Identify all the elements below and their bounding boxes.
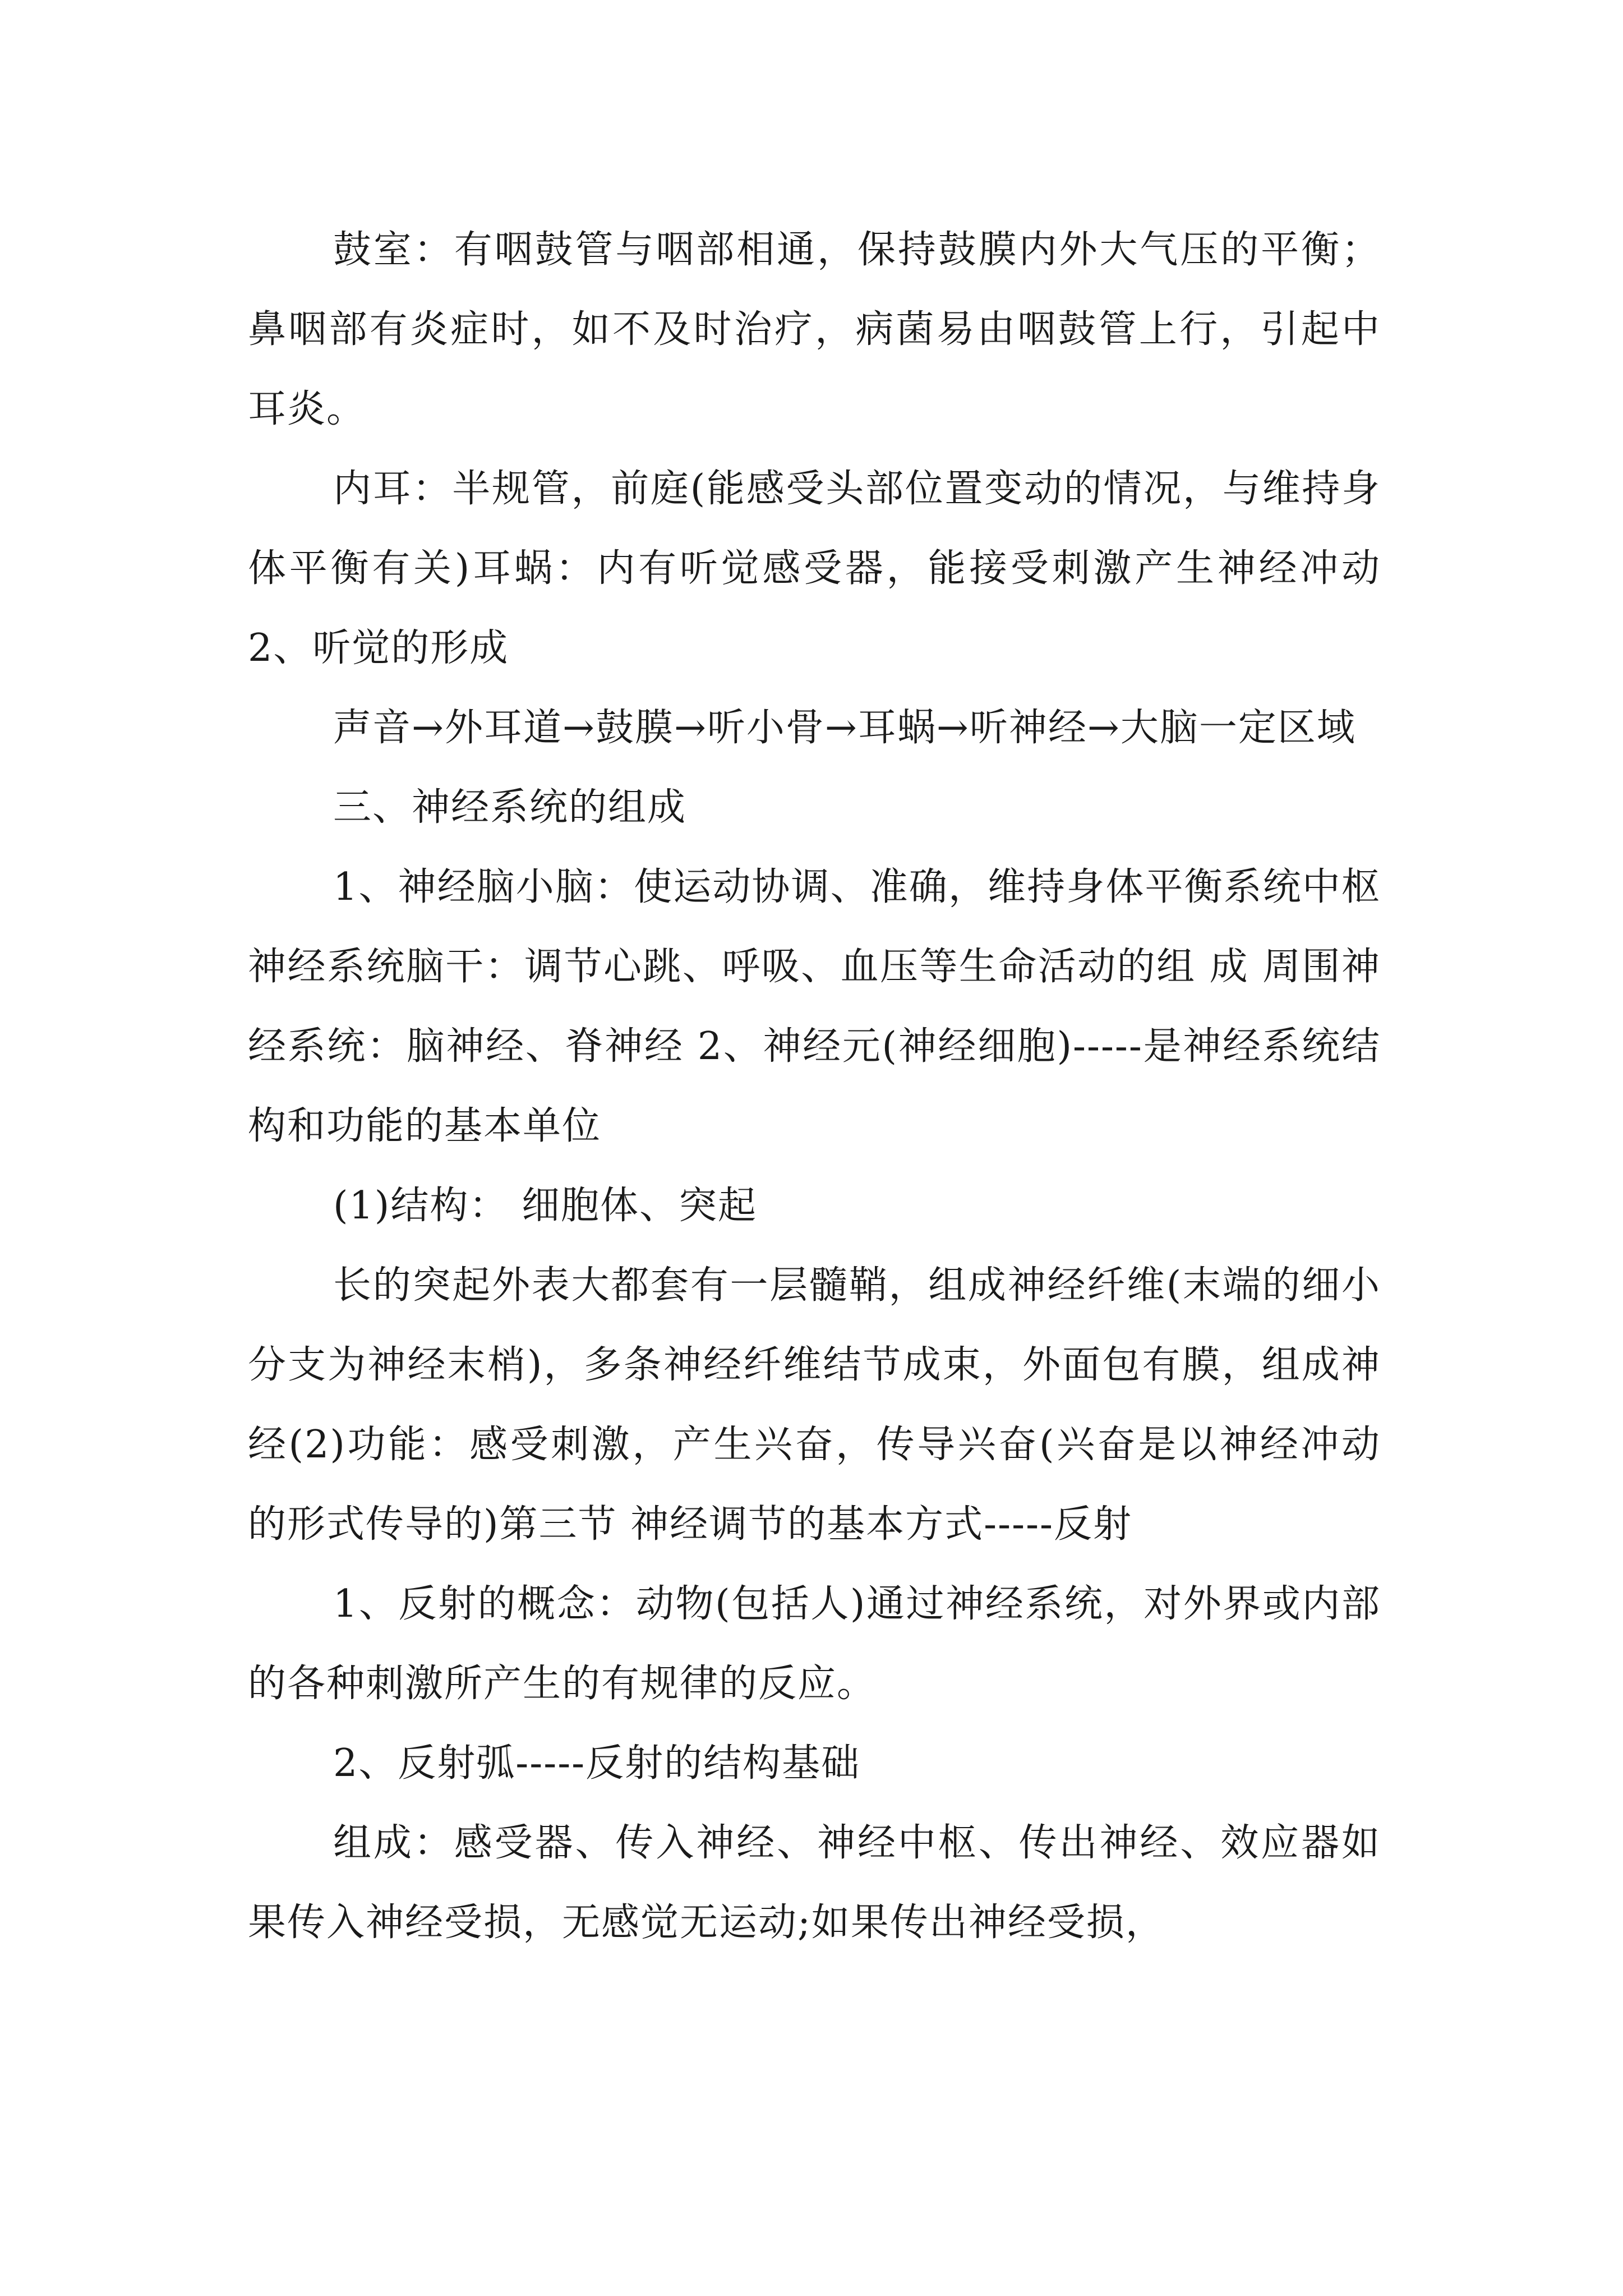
- paragraph-neuron-structure: (1)结构： 细胞体、突起: [333, 1184, 757, 1228]
- document-body: [248, 210, 1381, 1963]
- paragraph-reflex-arc: 2、反射弧-----反射的结构基础: [333, 1741, 861, 1786]
- paragraph-inner-ear: 内耳：半规管，前庭(能感受头部位置变动的情况，与维持身体平衡有关)耳蜗：内有听觉感受器，能接受刺激产生神经冲动 2、听觉的形成: [248, 467, 1381, 670]
- paragraph-nerve-fiber: 长的突起外表大都套有一层髓鞘，组成神经纤维(末端的细小分支为神经末梢)，多条神经纤维结节成束，外面包有膜，组成神经(2)功能：感受刺激，产生兴奋，传导兴奋(兴奋是以神经冲动的形式传导的)第三节 神经调节的基本方式-----反射: [248, 1263, 1381, 1547]
- paragraph-reflex-arc-composition: 组成：感受器、传入神经、神经中枢、传出神经、效应器如果传入神经受损，无感觉无运动;如果传出神经受损，: [248, 1821, 1381, 1945]
- paragraph-nervous-system-composition: 1、神经脑小脑：使运动协调、准确，维持身体平衡系统中枢神经系统脑干：调节心跳、呼吸、血压等生命活动的组 成 周围神经系统：脑神经、脊神经 2、神经元(神经细胞)-----是神经系统结构和功能的基本单位: [248, 865, 1381, 1148]
- paragraph-reflex-concept: 1、反射的概念：动物(包括人)通过神经系统，对外界或内部的各种刺激所产生的有规律的反应。: [248, 1582, 1381, 1706]
- section-heading-nervous-system: 三、神经系统的组成: [333, 785, 687, 830]
- paragraph-hearing-pathway: 声音→外耳道→鼓膜→听小骨→耳蜗→听神经→大脑一定区域: [333, 706, 1356, 750]
- paragraph-tympanic-cavity: 鼓室：有咽鼓管与咽部相通，保持鼓膜内外大气压的平衡；鼻咽部有炎症时，如不及时治疗，病菌易由咽鼓管上行，引起中耳炎。: [248, 228, 1381, 431]
